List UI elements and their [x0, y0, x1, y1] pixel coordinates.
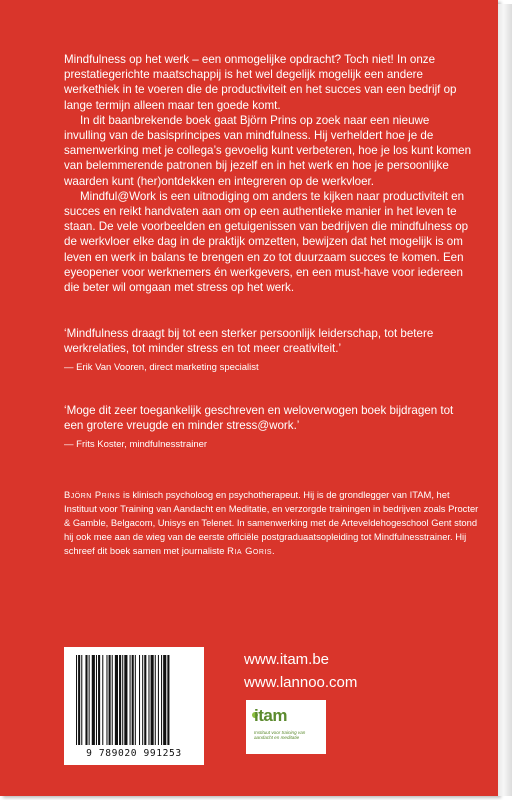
barcode-bar	[109, 655, 111, 745]
barcode-bar	[161, 655, 162, 745]
barcode-bar	[106, 655, 107, 745]
blurb-paragraph-3: Mindful@Work is een uitnodiging om anders te kijken naar productiviteit en succes en reikt handvaten aan om op een authentieke manier in het leven te staan. De vele voorbeelden en getuigenissen van bedrijven die mindfulness op de werkvloer elke dag in de praktijk omzetten, bewijzen dat het mogelijk is om leven en werk in balans te brengen en zo tot duurzaam succes te komen. Een eyeopener voor werknemers én werkgevers, en een must-have voor iedereen die beter wil omgaan met stress op het werk.	[64, 189, 469, 295]
blurb-paragraph-1: Mindfulness op het werk – een onmogelijke opdracht? Toch niet! In onze prestatiegerichte maatschappij is het wel degelijk mogelijk een andere werkethiek in te voeren die de productiviteit en het succes van een bedrijf op lange termijn alleen maar ten goede komt.	[64, 53, 457, 112]
barcode-bar	[132, 655, 134, 745]
barcode-bar	[112, 655, 113, 745]
page-edge	[498, 4, 512, 796]
barcode-bar	[135, 655, 136, 745]
barcode-bar	[144, 655, 146, 745]
itam-logo-icon	[246, 700, 326, 754]
author-name: Björn Prins	[64, 489, 121, 500]
barcode-bar	[115, 655, 118, 745]
barcode-bar	[155, 655, 156, 745]
quote-2-text: ‘Moge dit zeer toegankelijk geschreven en weloverwogen boek bijdragen tot een grotere vreugde en minder stress@work.’	[64, 404, 454, 433]
quote-1	[64, 326, 474, 376]
quote-1-text: ‘Mindfulness draagt bij tot een sterker persoonlijk leiderschap, tot betere werkrelaties, tot minder stress en tot meer creativiteit.’	[64, 327, 434, 356]
barcode-bar	[130, 655, 131, 745]
isbn-barcode	[64, 647, 204, 765]
author-bio	[64, 488, 480, 558]
barcode-bar	[76, 655, 77, 745]
url-lannoo[interactable]: www.lannoo.com	[244, 674, 358, 691]
quote-1-author: — Erik Van Vooren, direct marketing specialist	[64, 362, 259, 374]
coauthor-name: Ria Goris	[227, 545, 273, 557]
isbn-number: 9 789020 991253	[86, 748, 182, 759]
logo-tagline: Instituut voor training van aandacht en meditatie	[254, 730, 306, 741]
barcode-bar	[89, 655, 90, 745]
barcode-bar	[119, 655, 121, 745]
barcode-bars	[64, 647, 204, 747]
barcode-bar	[148, 655, 149, 745]
barcode-bar	[122, 655, 123, 745]
blurb-paragraph-2: In dit baanbrekende boek gaat Björn Prins op zoek naar een nieuwe invulling van de basisprincipes van mindfulness. Hij verheldert hoe je de samenwerking met je collega’s gevoelig kunt verbeteren, hoe je los kunt komen van belemmerende patronen bij jezelf en in het werk en hoe je persoonlijke waarden kunt (her)ontdekken en integreren op de werkvloer.	[64, 113, 472, 188]
barcode-bar	[92, 655, 95, 745]
barcode-bar	[78, 655, 80, 745]
website-links	[244, 648, 357, 694]
barcode-bar	[102, 655, 103, 745]
bio-text: is klinisch psycholoog en psychotherapeut. Hij is de grondlegger van ITAM, het Instituut voor Training van Aandacht en Meditatie, en verzorgde trainingen in bedrijven zoals Procter & Gamble, Belgacom, Unisys en Telenet. In samenwerking met de Arteveldehogeschool Gent stond hij ook mee aan de wieg van de eerste officiële postgraduaatsopleiding tot Mindfulnesstrainer. Hij schreef dit boek samen met journaliste	[64, 489, 479, 557]
logo-word: itam	[254, 706, 287, 725]
blurb	[64, 52, 474, 295]
quote-2-author: — Frits Koster, mindfulnesstrainer	[64, 439, 208, 451]
barcode-bar	[167, 655, 169, 745]
quote-2	[64, 403, 474, 453]
barcode-bar	[85, 655, 87, 745]
bio-end: .	[272, 545, 275, 557]
barcode-bar	[158, 655, 159, 745]
barcode-bar	[163, 655, 166, 745]
barcode-bar	[139, 655, 140, 745]
barcode-bar	[142, 655, 143, 745]
url-itam[interactable]: www.itam.be	[244, 651, 330, 668]
barcode-bar	[81, 655, 82, 745]
barcode-bar	[98, 655, 100, 745]
barcode-bar	[151, 655, 154, 745]
barcode-bar	[124, 655, 127, 745]
barcode-bar	[96, 655, 97, 745]
